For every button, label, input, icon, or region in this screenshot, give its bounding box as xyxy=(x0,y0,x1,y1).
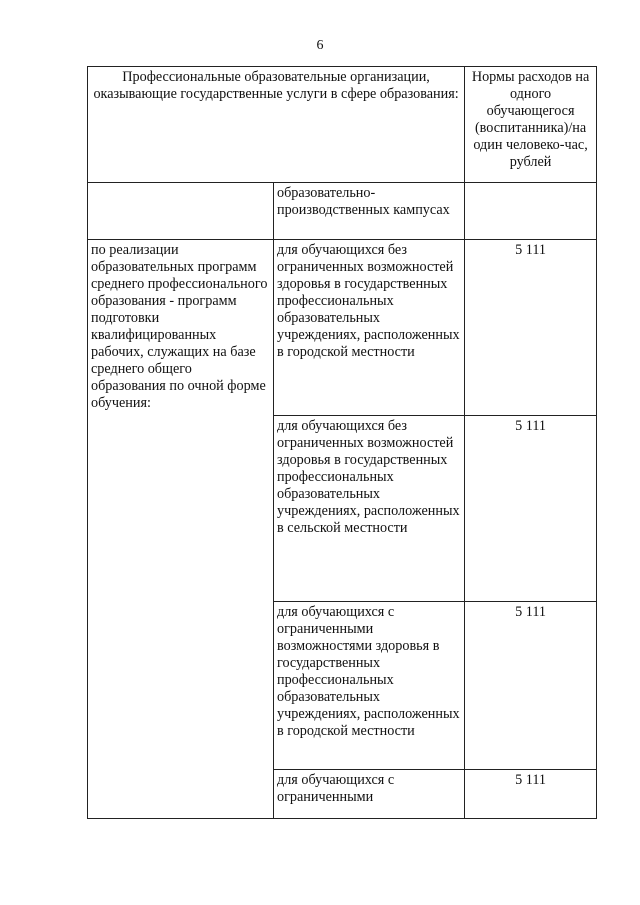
table-header-row xyxy=(88,67,597,183)
group-label-cell: по реализации образовательных программ среднего профессионального образования - программ подготовки квалифицированных рабочих, служащих на базе среднего общего образования по очной форме обучения: xyxy=(88,240,274,819)
campus-description-cell: образовательно-производственных кампусах xyxy=(274,183,465,240)
campus-value-cell xyxy=(465,183,597,240)
row-description-cell: для обучающихся без ограниченных возможностей здоровья в государственных профессиональных образовательных учреждениях, расположенных в сельской местности xyxy=(274,416,465,602)
row-value-cell: 5 111 xyxy=(465,602,597,770)
row-description-cell: для обучающихся с ограниченными возможностями здоровья в государственных профессиональных образовательных учреждениях, расположенных в городской местности xyxy=(274,602,465,770)
campus-category-cell xyxy=(88,183,274,240)
row-description-cell: для обучающихся без ограниченных возможностей здоровья в государственных профессиональных образовательных учреждениях, расположенных в городской местности xyxy=(274,240,465,416)
header-norms: Нормы расходов на одного обучающегося (воспитанника)/на один человеко-час, рублей xyxy=(465,67,597,183)
norms-table xyxy=(87,66,597,819)
row-value-cell: 5 111 xyxy=(465,770,597,819)
row-value-cell: 5 111 xyxy=(465,240,597,416)
row-description-cell: для обучающихся с ограниченными xyxy=(274,770,465,819)
page-number: 6 xyxy=(316,38,324,53)
header-organizations: Профессиональные образовательные организации, оказывающие государственные услуги в сфере образования: xyxy=(88,67,465,183)
table-row xyxy=(88,240,597,416)
table-row xyxy=(88,183,597,240)
row-value-cell: 5 111 xyxy=(465,416,597,602)
